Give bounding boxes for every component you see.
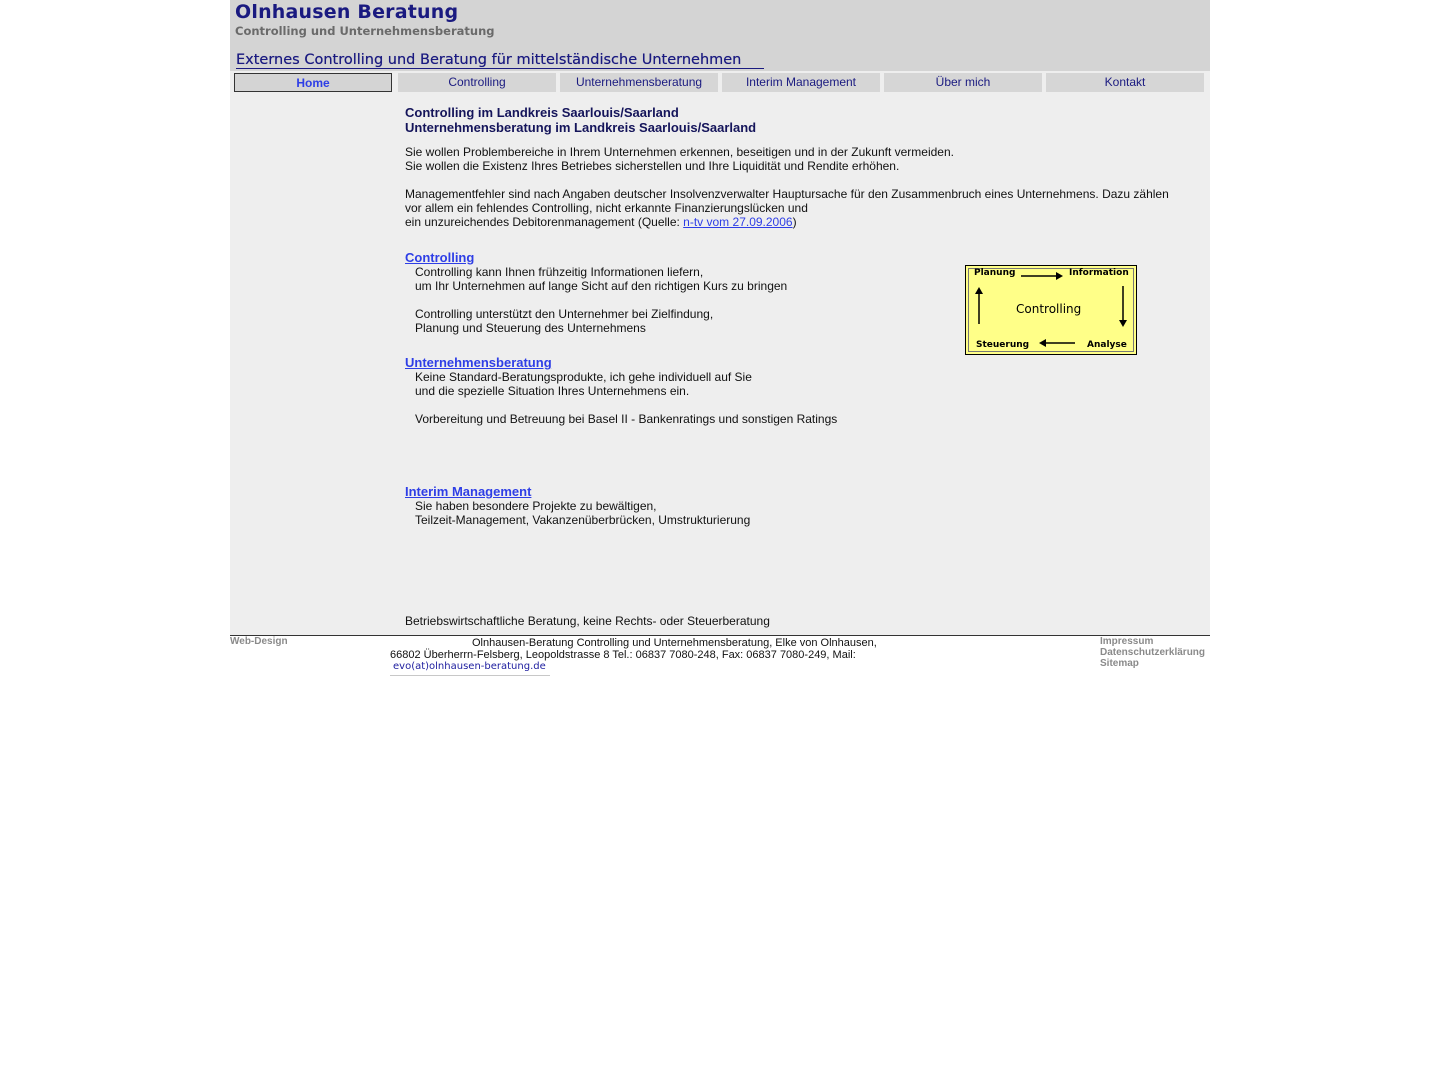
intro-line-1: Sie wollen Problembereiche in Ihrem Unternehmen erkennen, beseitigen und in der Zukunft vermeiden. (405, 145, 954, 159)
brand-subtitle: Controlling und Unternehmensberatung (235, 24, 495, 38)
disclaimer-text: Betriebswirtschaftliche Beratung, keine Rechts- oder Steuerberatung (405, 614, 770, 628)
diagram-label-controlling: Controlling (1016, 302, 1082, 316)
nav-interim-management[interactable]: Interim Management (722, 73, 880, 92)
nav-home[interactable]: Home (234, 73, 392, 92)
footer-divider (230, 635, 1210, 636)
site-tagline: Externes Controlling und Beratung für mittelständische Unternehmen (236, 52, 742, 68)
interim-line-2: Teilzeit-Management, Vakanzenüberbrücken, Umstrukturierung (415, 513, 751, 527)
arrow-head-down (1119, 320, 1127, 327)
nav-kontakt[interactable]: Kontakt (1046, 73, 1204, 92)
source-link[interactable]: n-tv vom 27.09.2006 (683, 215, 793, 229)
diagram-label-planung: Planung (974, 268, 1016, 278)
section-link-unternehmensberatung[interactable]: Unternehmensberatung (405, 355, 552, 370)
controlling-cycle-diagram (965, 265, 1137, 355)
controlling-line-3: Controlling unterstützt den Unternehmer bei Zielfindung, (415, 307, 714, 321)
management-para-line-2: vor allem ein fehlendes Controlling, nicht erkannte Finanzierungslücken und (405, 201, 808, 215)
web-design-link[interactable]: Web-Design (230, 636, 288, 647)
para-source-suffix: ) (792, 215, 797, 229)
arrow-head-up (975, 287, 983, 294)
diagram-label-analyse: Analyse (1087, 340, 1127, 350)
main-navigation (230, 71, 1210, 95)
para-source-prefix: ein unzureichendes Debitorenmanagement (Quelle: (405, 215, 684, 229)
management-para-line-1: Managementfehler sind nach Angaben deutscher Insolvenzverwalter Hauptursache für den Zusammenbruch eines Unternehmens. Dazu zählen (405, 187, 1169, 201)
nav-unternehmensberatung[interactable]: Unternehmensberatung (560, 73, 718, 92)
intro-line-2: Sie wollen die Existenz Ihres Betriebes sicherstellen und Ihre Liquidität und Rendite erhöhen. (405, 159, 900, 173)
section-link-controlling[interactable]: Controlling (405, 250, 475, 265)
arrow-head-left (1039, 339, 1046, 347)
beratung-line-1: Keine Standard-Beratungsprodukte, ich gehe individuell auf Sie (415, 370, 752, 384)
footer-email[interactable]: evo(at)olnhausen-beratung.de (390, 660, 550, 676)
page-heading-controlling: Controlling im Landkreis Saarlouis/Saarland (405, 105, 679, 120)
footer-link-sitemap[interactable]: Sitemap (1100, 658, 1139, 669)
arrow-head-right (1056, 272, 1063, 280)
controlling-line-1: Controlling kann Ihnen frühzeitig Informationen liefern, (415, 265, 704, 279)
page-heading-beratung: Unternehmensberatung im Landkreis Saarlouis/Saarland (405, 120, 757, 135)
nav-controlling[interactable]: Controlling (398, 73, 556, 92)
controlling-line-4: Planung und Steuerung des Unternehmens (415, 321, 646, 335)
beratung-line-2: und die spezielle Situation Ihres Unternehmens ein. (415, 384, 690, 398)
interim-line-1: Sie haben besondere Projekte zu bewältigen, (415, 499, 657, 513)
nav-ueber-mich[interactable]: Über mich (884, 73, 1042, 92)
management-para-line-3 (405, 215, 797, 229)
footer-link-datenschutz[interactable]: Datenschutzerklärung (1100, 647, 1206, 658)
footer-address-line-1: Olnhausen-Beratung Controlling und Unternehmensberatung, Elke von Olnhausen, (472, 637, 877, 649)
main-content (230, 95, 1210, 635)
footer-address-line-2: 66802 Überherrn-Felsberg, Leopoldstrasse 8 Tel.: 06837 7080-248, Fax: 06837 7080-249, Mail: (390, 649, 856, 661)
site-header (230, 0, 1210, 71)
section-link-interim-management[interactable]: Interim Management (405, 484, 532, 499)
tagline-underline (236, 68, 764, 69)
diagram-label-information: Information (1069, 268, 1129, 278)
brand-title[interactable]: Olnhausen Beratung (235, 1, 459, 23)
diagram-label-steuerung: Steuerung (976, 340, 1030, 350)
beratung-line-3: Vorbereitung und Betreuung bei Basel II - Bankenratings und sonstigen Ratings (415, 412, 838, 426)
controlling-line-2: um Ihr Unternehmen auf lange Sicht auf den richtigen Kurs zu bringen (415, 279, 788, 293)
footer-link-impressum[interactable]: Impressum (1100, 636, 1154, 647)
